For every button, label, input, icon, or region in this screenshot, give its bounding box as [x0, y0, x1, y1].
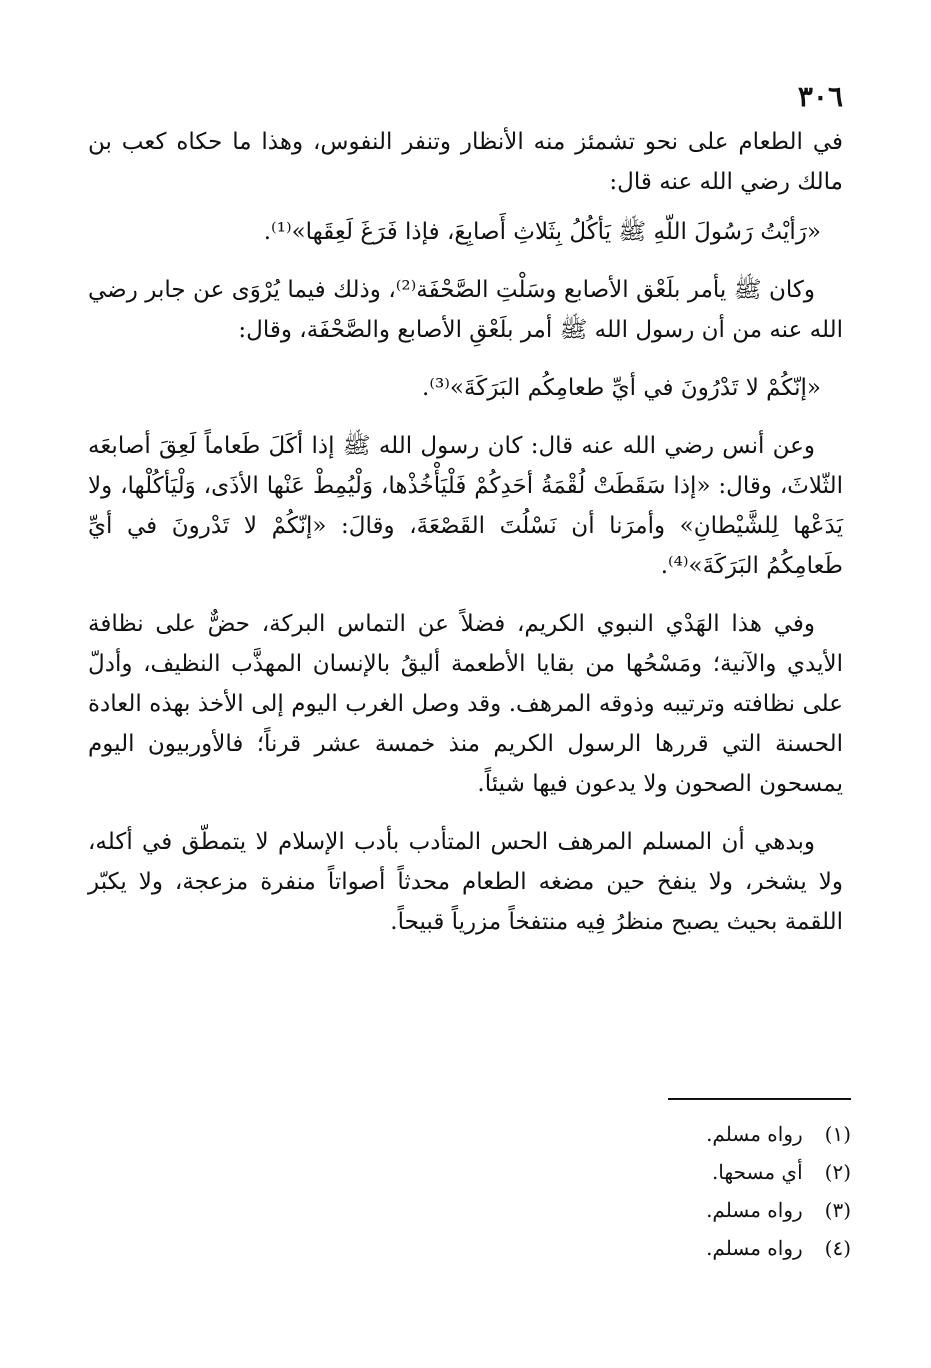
- paragraph-licking: وكان ﷺ يأمر بلَعْق الأصابع وسَلْتِ الصَّحْفَة⁽²⁾، وذلك فيما يُرْوَى عن جابر رضي الله عنه من أن رسول الله ﷺ أمر بلَعْقِ الأصابع والصَّحْفَة، وقال:: [88, 277, 843, 343]
- footnote-item: [551, 1191, 851, 1229]
- hadith-quote-1: «رَأيْتُ رَسُولَ اللّهِ ﷺ يَأكُلُ بِثَلاثِ أَصابِعَ، فإذا فَرَغَ لَعِقَها»⁽¹⁾.: [263, 219, 821, 245]
- paragraph-guidance: وفي هذا الهَدْي النبوي الكريم، فضلاً عن التماس البركة، حضٌّ على نظافة الأيدي والآنية؛ ومَسْحُها من بقايا الأطعمة أليقُ بالإنسان المهذَّب النظيف، وأدلّ على نظافته وترتيبه وذوقه المرهف. وقد وصل الغرب اليوم إلى الأخذ بهذه العادة الحسنة التي قررها الرسول الكريم منذ خمسة عشر قرناً؛ فالأوربيون اليوم يمسحون الصحون ولا يدعون فيها شيئاً.: [88, 611, 843, 797]
- footnotes: [551, 1115, 851, 1267]
- paragraph-anas: وعن أنس رضي الله عنه قال: كان رسول الله ﷺ إذا أكَلَ طَعاماً لَعِقَ أصابعَه الثّلاثَ، وقال: «إذا سَقَطَتْ لُقْمَةُ أحَدِكُمْ فَلْيَأْخُذْها، وَلْيُمِطْ عَنْها الأذَى، وَلْيَأكُلْها، ولا يَدَعْها لِلشَّيْطانِ» وأمرَنا أن نَسْلُتَ القَصْعَةَ، وقالَ: «إنّكُمْ لا تَدْرونَ في أيِّ طَعامِكُمُ البَرَكَةَ»⁽⁴⁾.: [88, 433, 843, 579]
- paragraph-manners: وبدهي أن المسلم المرهف الحس المتأدب بأدب الإسلام لا يتمطّق في أكله، ولا يشخر، ولا ينفخ حين مضغه الطعام محدثاً أصواتاً منفرة مزعجة، ولا يكبّر اللقمة بحيث يصبح منظرُ فِيه منتفخاً مزرياً قبيحاً.: [88, 829, 843, 935]
- page-number: ٣٠٦: [797, 80, 843, 113]
- footnote-number: (٣): [824, 1198, 851, 1222]
- footnote-text: أي مسحها.: [711, 1160, 803, 1184]
- footnote-text: رواه مسلم.: [706, 1198, 803, 1222]
- paragraph-intro: في الطعام على نحو تشمئز منه الأنظار وتنفر النفوس، وهذا ما حكاه كعب بن مالك رضي الله عنه قال:: [88, 129, 843, 195]
- footnote-text: رواه مسلم.: [706, 1236, 803, 1260]
- footnote-item: [551, 1153, 851, 1191]
- footnote-number: (١): [824, 1122, 851, 1146]
- main-text: [88, 122, 843, 960]
- hadith-quote-2: «إنّكُمْ لا تَدْرُونَ في أيِّ طعامِكُم البَرَكَةَ»⁽³⁾.: [422, 375, 821, 401]
- footnote-number: (٤): [824, 1236, 851, 1260]
- footnote-item: [551, 1229, 851, 1267]
- footnote-text: رواه مسلم.: [706, 1122, 803, 1146]
- footnote-number: (٢): [824, 1160, 851, 1184]
- footnote-divider: [668, 1098, 851, 1100]
- footnote-item: [551, 1115, 851, 1153]
